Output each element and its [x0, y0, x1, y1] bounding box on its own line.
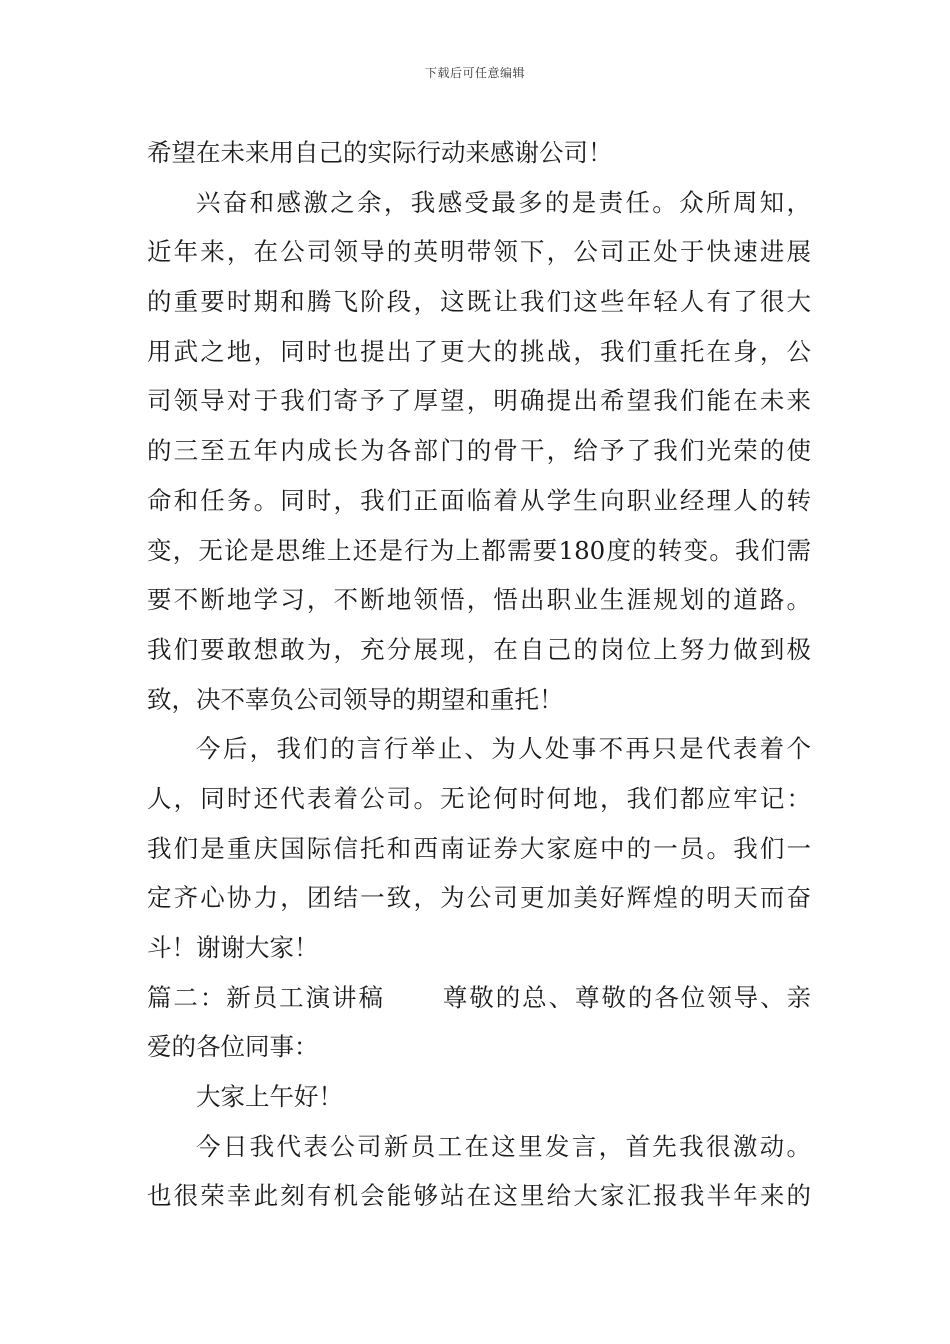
body-line-15: 我们是重庆国际信托和西南证券大家庭中的一员。我们一: [147, 833, 811, 863]
body-line-14: 人，同时还代表着公司。无论何时何地，我们都应牢记：: [147, 783, 811, 813]
section2-salutation: 尊敬的总、尊敬的各位领导、亲: [440, 982, 812, 1012]
body-line-13: 今后，我们的言行举止、为人处事不再只是代表着个: [196, 734, 811, 764]
section2-salutation-cont: 爱的各位同事：: [147, 1032, 319, 1062]
section2-line-2: 也很荣幸此刻有机会能够站在这里给大家汇报我半年来的: [147, 1181, 811, 1211]
body-line-5: 用武之地，同时也提出了更大的挑战，我们重托在身，公: [147, 336, 811, 366]
body-line-16: 定齐心协力，团结一致，为公司更加美好辉煌的明天而奋: [147, 883, 811, 913]
body-line-11: 我们要敢想敢为，充分展现，在自己的岗位上努力做到极: [147, 634, 811, 664]
body-line-7: 的三至五年内成长为各部门的骨干，给予了我们光荣的使: [147, 436, 811, 466]
body-line-8: 命和任务。同时，我们正面临着从学生向职业经理人的转: [147, 485, 811, 515]
body-line-12: 致，决不辜负公司领导的期望和重托！: [147, 684, 564, 714]
section2-heading: 篇二：新员工演讲稿: [147, 982, 385, 1012]
section2-first-line: [147, 973, 811, 1023]
body-line-2: 兴奋和感激之余，我感受最多的是责任。众所周知，: [196, 187, 811, 217]
section2-greeting: 大家上午好！: [196, 1082, 343, 1112]
page-header: 下载后可任意编辑: [424, 66, 525, 80]
body-line-6: 司领导对于我们寄予了厚望，明确提出希望我们能在未来: [147, 386, 811, 416]
body-line-10: 要不断地学习，不断地领悟，悟出职业生涯规划的道路。: [147, 585, 811, 615]
body-line-1: 希望在未来用自己的实际行动来感谢公司！: [147, 138, 613, 167]
body-line-17: 斗！谢谢大家！: [147, 933, 319, 962]
document-body: [147, 128, 811, 1221]
body-line-3: 近年来，在公司领导的英明带领下，公司正处于快速进展: [147, 237, 811, 267]
body-line-4: 的重要时期和腾飞阶段，这既让我们这些年轻人有了很大: [147, 287, 811, 317]
body-line-9: 变，无论是思维上还是行为上都需要180度的转变。我们需: [147, 535, 811, 565]
section2-line-1: 今日我代表公司新员工在这里发言，首先我很激动。: [196, 1131, 811, 1161]
